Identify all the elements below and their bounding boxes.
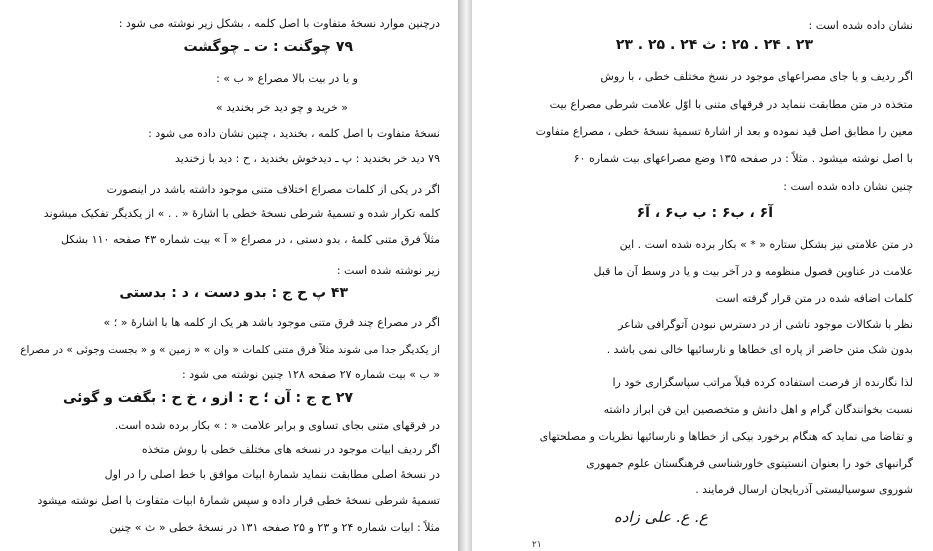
text-line: در متن علامتی نیز بشکل ستاره « * » بکار برده شده است . این (619, 238, 913, 251)
author-signature: ع. ع. علی زاده (613, 508, 708, 526)
text-line: « خرید و چو دید خر بخندید » (215, 101, 348, 114)
text-line: اگر ردیف و یا جای مصراعهای موجود در نسخ مختلف خطی ، با روش (600, 70, 913, 83)
text-line: ۴۳ پ ح ج : بدو دست ، د : بدستی (119, 285, 348, 301)
text-line: از یکدیگر جدا می شوند مثلاً فرق متنی کلمات « وان » « زمین » و « بجست وجوئی » در مصراع (20, 344, 440, 356)
text-line: علامت در عناوین فصول منظومه و در آخر بیت و یا در وسط آن ما قبل (593, 265, 913, 278)
text-line: نشان داده شده است : (808, 19, 913, 32)
text-line: درچنین موارد نسخهٔ متفاوت با اصل کلمه ، بشکل زیر نوشته می شود : (118, 17, 440, 30)
text-line: زیر نوشته شده است : (336, 264, 440, 277)
text-line: کلمات اضافه شده در متن قرار گرفته است (715, 292, 913, 305)
page-number: ۲۱ (532, 540, 542, 550)
text-line: معین را مطابق اصل قید نموده و بعد از اشارهٔ تسمیهٔ نسخهٔ خطی ، مصراع متفاوت (535, 125, 913, 138)
text-line: نسبت بخوانندگان گرام و اهل دانش و متخصصین این فن ابراز داشته (603, 403, 913, 416)
text-line: مثلاً : ابیات شماره ۲۴ و ۲۳ و ۲۵ صفحه ۱۳۱ در نسخهٔ خطی « ث » چنین (109, 521, 440, 534)
text-line: اگر در مصراع چند فرق متنی موجود باشد هر یک از کلمه ها با اشارهٔ « ؛ » (103, 316, 440, 329)
text-line: نسخهٔ متفاوت با اصل کلمه ، بخندید ، چنین نشان داده می شود : (148, 127, 440, 140)
text-line: مثلاً فرق متنی کلمهٔ ، بدو دستی ، در مصراع « آ » بیت شماره ۴۳ صفحه ۱۱۰ بشکل (60, 233, 440, 246)
text-line: با اصل نوشته میشود . مثلاً : در صفحه ۱۳۵ وضع مصراعهای بیت شماره ۶۰ (573, 152, 913, 165)
text-line: ۷۹ دید خر بخندید : پ ـ دیدخوش بخندید ، ح : دید با زخندید (174, 152, 440, 165)
text-line: لذا نگارنده از فرصت استفاده کرده قبلاً مراتب سپاسگزاری خود را (612, 376, 913, 389)
text-line: و یا در بیت بالا مصراع « ب » : (216, 72, 358, 85)
text-line: ۲۷ ح ج : آن ؛ ح : ازو ، خ ح : بگفت و گوئی (62, 390, 353, 406)
text-line: نظر با شکالات موجود ناشی از در دسترس نبودن آتوگرافی شاعر (618, 318, 913, 331)
text-line: در فرقهای متنی بجای تساوی و برابر علامت « : » بکار برده شده است. (114, 419, 440, 432)
text-line: « ب » بیت شماره ۲۷ صفحه ۱۲۸ چنین نوشته می شود : (182, 368, 440, 381)
text-line: کلمه تکرار شده و تسمیهٔ شرطی نسخهٔ خطی با اشارهٔ « . . » از یکدیگر تفکیک میشوند (43, 207, 440, 220)
text-line: ۲۳ . ۲۴ . ۲۵ : ث ۲۴ . ۲۵ . ۲۳ (615, 37, 813, 53)
text-line: گرانبهای خود را بعنوان انستیتوی خاورشناسی فرهنگستان علوم جمهوری (586, 457, 913, 470)
text-line: بدون شک متن حاضر از پاره ای خطاها و نارسائیها خالی نمی باشد . (606, 343, 913, 356)
text-line: چنین نشان داده شده است : (783, 180, 913, 193)
left-page (0, 0, 458, 551)
text-line: در نسخهٔ اصلی مطابقت ننماید شمارهٔ ابیات موافق با خط اصلی را در اول (104, 468, 440, 481)
text-line: اگر ردیف ابیات موجود در نسخه های مختلف خطی با روش متخذه (141, 443, 440, 456)
right-page (472, 0, 933, 551)
page-gutter (458, 0, 472, 551)
text-line: تسمیهٔ شرطی نسخهٔ خطی قرار داده و سپس شمارهٔ ابیات متفاوت با اصل نوشته میشود (37, 494, 440, 507)
text-line: آ۶ ، ب۶ : ب ب۶ ، آ۶ (636, 205, 773, 221)
text-line: ۷۹ چوگنت : ت ـ چوگشت (183, 39, 353, 55)
text-line: و تقاضا می نماید که هنگام برخورد بیکی از خطاها و نارسائیها نظریات و مصلحتهای (539, 430, 913, 443)
text-line: متخذه در متن مطابقت ننماید در فرقهای متنی با اوّل علامت شرطی مصراع بیت (549, 98, 913, 111)
text-line: اگر در یکی از کلمات مصراع اختلاف متنی موجود داشته باشد در اینصورت (106, 183, 440, 196)
text-line: شوروی سوسیالیستی آذربایجان ارسال فرمایند . (695, 483, 913, 496)
